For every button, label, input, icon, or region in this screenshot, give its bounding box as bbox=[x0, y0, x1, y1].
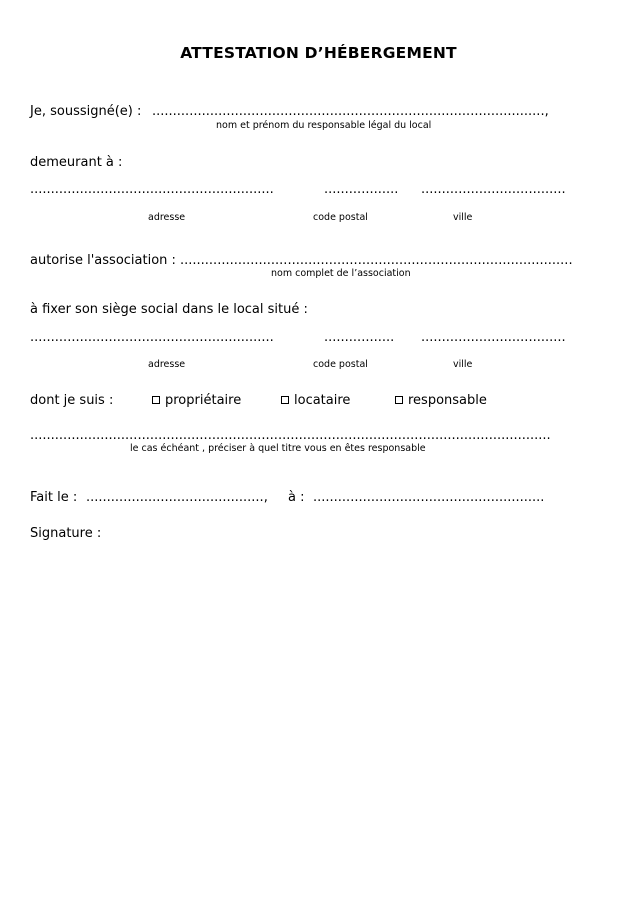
precision-hint: le cas échéant , préciser à quel titre vous en êtes responsable bbox=[130, 443, 426, 454]
siege-label: à fixer son siège social dans le local situé : bbox=[30, 302, 308, 317]
statut-label: dont je suis : bbox=[30, 393, 114, 408]
siege-address-hint: adresse bbox=[148, 359, 186, 370]
lieu-field[interactable]: ........................................................ bbox=[313, 490, 545, 505]
lieu-label: à : bbox=[288, 490, 305, 505]
option-responsable-label: responsable bbox=[408, 393, 487, 408]
association-label: autorise l'association : bbox=[30, 253, 176, 268]
demeurant-postal-hint: code postal bbox=[313, 212, 368, 223]
soussigne-field[interactable]: ..............................................................................................., bbox=[152, 104, 549, 119]
precision-field[interactable]: .............................................................................................................................. bbox=[30, 428, 551, 443]
demeurant-postal-field[interactable]: .................. bbox=[324, 182, 399, 197]
signature-label: Signature : bbox=[30, 526, 102, 541]
checkbox-locataire[interactable] bbox=[281, 396, 289, 404]
fait-le-label: Fait le : bbox=[30, 490, 78, 505]
demeurant-city-field[interactable]: ................................... bbox=[421, 182, 566, 197]
siege-postal-field[interactable]: ................. bbox=[324, 330, 395, 345]
checkbox-responsable[interactable] bbox=[395, 396, 403, 404]
fait-le-field[interactable]: ..........................................., bbox=[86, 490, 268, 505]
association-hint: nom complet de l’association bbox=[271, 268, 411, 279]
association-field[interactable]: ............................................................................................... bbox=[180, 253, 573, 268]
demeurant-address-hint: adresse bbox=[148, 212, 186, 223]
checkbox-proprietaire[interactable] bbox=[152, 396, 160, 404]
option-responsable[interactable] bbox=[395, 393, 487, 409]
option-proprietaire[interactable] bbox=[152, 393, 241, 409]
demeurant-address-field[interactable]: ........................................................... bbox=[30, 182, 274, 197]
soussigne-label: Je, soussigné(e) : bbox=[30, 104, 142, 119]
siege-city-hint: ville bbox=[453, 359, 473, 370]
siege-postal-hint: code postal bbox=[313, 359, 368, 370]
siege-city-field[interactable]: ................................... bbox=[421, 330, 566, 345]
document-title: ATTESTATION D’HÉBERGEMENT bbox=[180, 44, 457, 62]
siege-address-field[interactable]: ........................................................... bbox=[30, 330, 274, 345]
option-proprietaire-label: propriétaire bbox=[165, 393, 242, 408]
option-locataire[interactable] bbox=[281, 393, 350, 409]
option-locataire-label: locataire bbox=[294, 393, 351, 408]
demeurant-city-hint: ville bbox=[453, 212, 473, 223]
demeurant-label: demeurant à : bbox=[30, 155, 123, 170]
soussigne-hint: nom et prénom du responsable légal du local bbox=[216, 120, 432, 131]
